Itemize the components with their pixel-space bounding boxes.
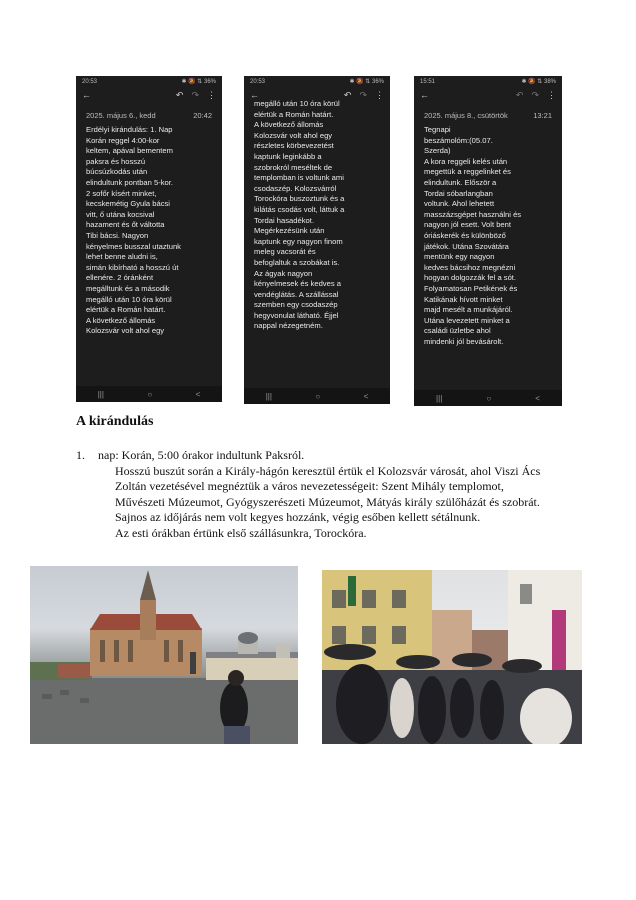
note-toolbar — [414, 87, 562, 103]
undo-icon[interactable]: ↶ — [343, 89, 352, 100]
redo-icon[interactable]: ↷ — [531, 89, 539, 100]
trip-day-list — [76, 448, 546, 542]
redo-icon[interactable]: ↷ — [191, 89, 199, 100]
recents-icon: ||| — [265, 391, 272, 401]
note-time: 13:21 — [533, 111, 552, 120]
back-arrow-icon[interactable]: ← — [420, 90, 429, 100]
back-arrow-icon[interactable]: ← — [82, 90, 91, 100]
home-icon: ○ — [315, 391, 321, 401]
day1-evening: Az esti órákban értünk első szállásunkra, Torockóra. — [115, 525, 367, 540]
street-illustration — [322, 570, 582, 744]
status-time: 20:53 — [250, 78, 266, 85]
street-umbrellas-photo — [322, 570, 582, 744]
note-toolbar — [76, 87, 222, 103]
church-square-photo — [30, 566, 298, 744]
note-date: 2025. május 6., kedd — [86, 111, 156, 120]
undo-icon[interactable]: ↶ — [175, 89, 184, 100]
status-time: 15:51 — [420, 78, 436, 85]
status-icons: ✱ 🔕 ⇅ 36% — [181, 79, 216, 85]
recents-icon: ||| — [436, 393, 443, 403]
note-date-bar — [414, 111, 562, 120]
phone-screenshot-1 — [76, 76, 222, 402]
home-icon: ○ — [147, 389, 153, 399]
phone-screenshot-3 — [414, 76, 562, 406]
note-date: 2025. május 8., csütörtök — [424, 111, 508, 120]
back-icon: < — [535, 393, 540, 403]
back-icon: < — [195, 389, 201, 399]
back-icon: < — [363, 391, 369, 401]
status-bar — [414, 76, 562, 87]
status-icons: ✱ 🔕 ⇅ 38% — [521, 79, 556, 85]
status-bar — [244, 76, 390, 87]
section-heading: A kirándulás — [76, 414, 154, 429]
android-nav-bar — [244, 388, 390, 404]
status-icons: ✱ 🔕 ⇅ 36% — [349, 79, 384, 85]
note-text: megálló után 10 óra körül elértük a Román határt. A következő állomás Kolozsvár volt ahol egy részletes körbevezetést kaptunk leginkább a szobrokról meséltek de templomban is voltunk ami csodaszép. Kolozsvárról Torockóra buszoztunk és a kilátás csodás volt, láttuk a Tordai hasadékot. Megérkezésünk után kaptunk egy nagyon finom meleg vacsorát és befoglaltuk a szobákat is. Az ágyak nagyon kényelmesek és kedves a vendéglátás. A szállással szemben egy csodaszép hegyvonulat látható. Éjjel nappal nézegetném. — [254, 99, 345, 331]
redo-icon[interactable]: ↷ — [359, 89, 367, 100]
more-menu-icon[interactable]: ⋮ — [375, 89, 384, 100]
android-nav-bar — [414, 390, 562, 406]
recents-icon: ||| — [97, 389, 104, 399]
note-text: Tegnapi beszámolóm:(05.07. Szerda) A kora reggeli kelés után megettük a reggelinket és elindultunk. Először a Tordai sóbarlangban voltunk. Ahol lehetett masszázsgépet használni és nagyon jól esett. Volt bent óriáskerék és különböző játékok. Utána Szovátára mentünk egy nagyon kedves bácsihoz megnézni hogyan dolgozzák fel a sót. Folyamatosan Petikének és Katikának hívott minket majd mesélt a munkájáról. Utána levezetett minket a családi üzletbe ahol mindenki jól bevásárolt. — [424, 125, 522, 346]
list-number: 1. — [76, 448, 85, 462]
note-text: Erdélyi kirándulás: 1. Nap Korán reggel 4:00-kor keltem, apával bementem paksra és hosszú búcsúzkodás után elindultunk pontban 5-kor. 2 sofőr kísért minket, kecskemétig Gyula bácsi vitt, ő utána kocsival hazament és őt váltotta Tibi bácsi. Nagyon kényelmes busszal utaztunk lehet benne aludni is, simán kibírható a hosszú út ellenére. 2 óránként megálltunk és a második megálló után 10 óra körül elértük a Román határt. A következő állomás Kolozsvár volt ahol egy — [86, 125, 181, 336]
phone-screenshot-2 — [244, 76, 390, 404]
undo-icon[interactable]: ↶ — [515, 89, 524, 100]
more-menu-icon[interactable]: ⋮ — [207, 89, 216, 100]
more-menu-icon[interactable]: ⋮ — [547, 89, 556, 100]
list-item-heading: nap: Korán, 5:00 órakor indultunk Paksról. — [98, 448, 305, 462]
church-square-illustration — [30, 566, 298, 744]
status-time: 20:53 — [82, 78, 98, 85]
back-arrow-icon[interactable]: ← — [250, 90, 259, 100]
status-bar — [76, 76, 222, 87]
note-date-bar — [76, 111, 222, 120]
note-time: 20:42 — [193, 111, 212, 120]
android-nav-bar — [76, 386, 222, 402]
list-item — [76, 448, 546, 464]
day1-description: Hosszú buszút során a Király-hágón keresztül értük el Kolozsvár városát, ahol Viszi Ács Zoltán vezetésével megnéztük a város nevezetességeit: Szent Mihály templomot, Művészeti Múzeumot, Gyógyszerészeti Múzeumot, Mátyás király szülőházát és szobrát. Sajnos az időjárás nem volt kegyes hozzánk, végig esőben kellett sétálnunk. — [115, 463, 541, 525]
home-icon: ○ — [486, 393, 492, 403]
